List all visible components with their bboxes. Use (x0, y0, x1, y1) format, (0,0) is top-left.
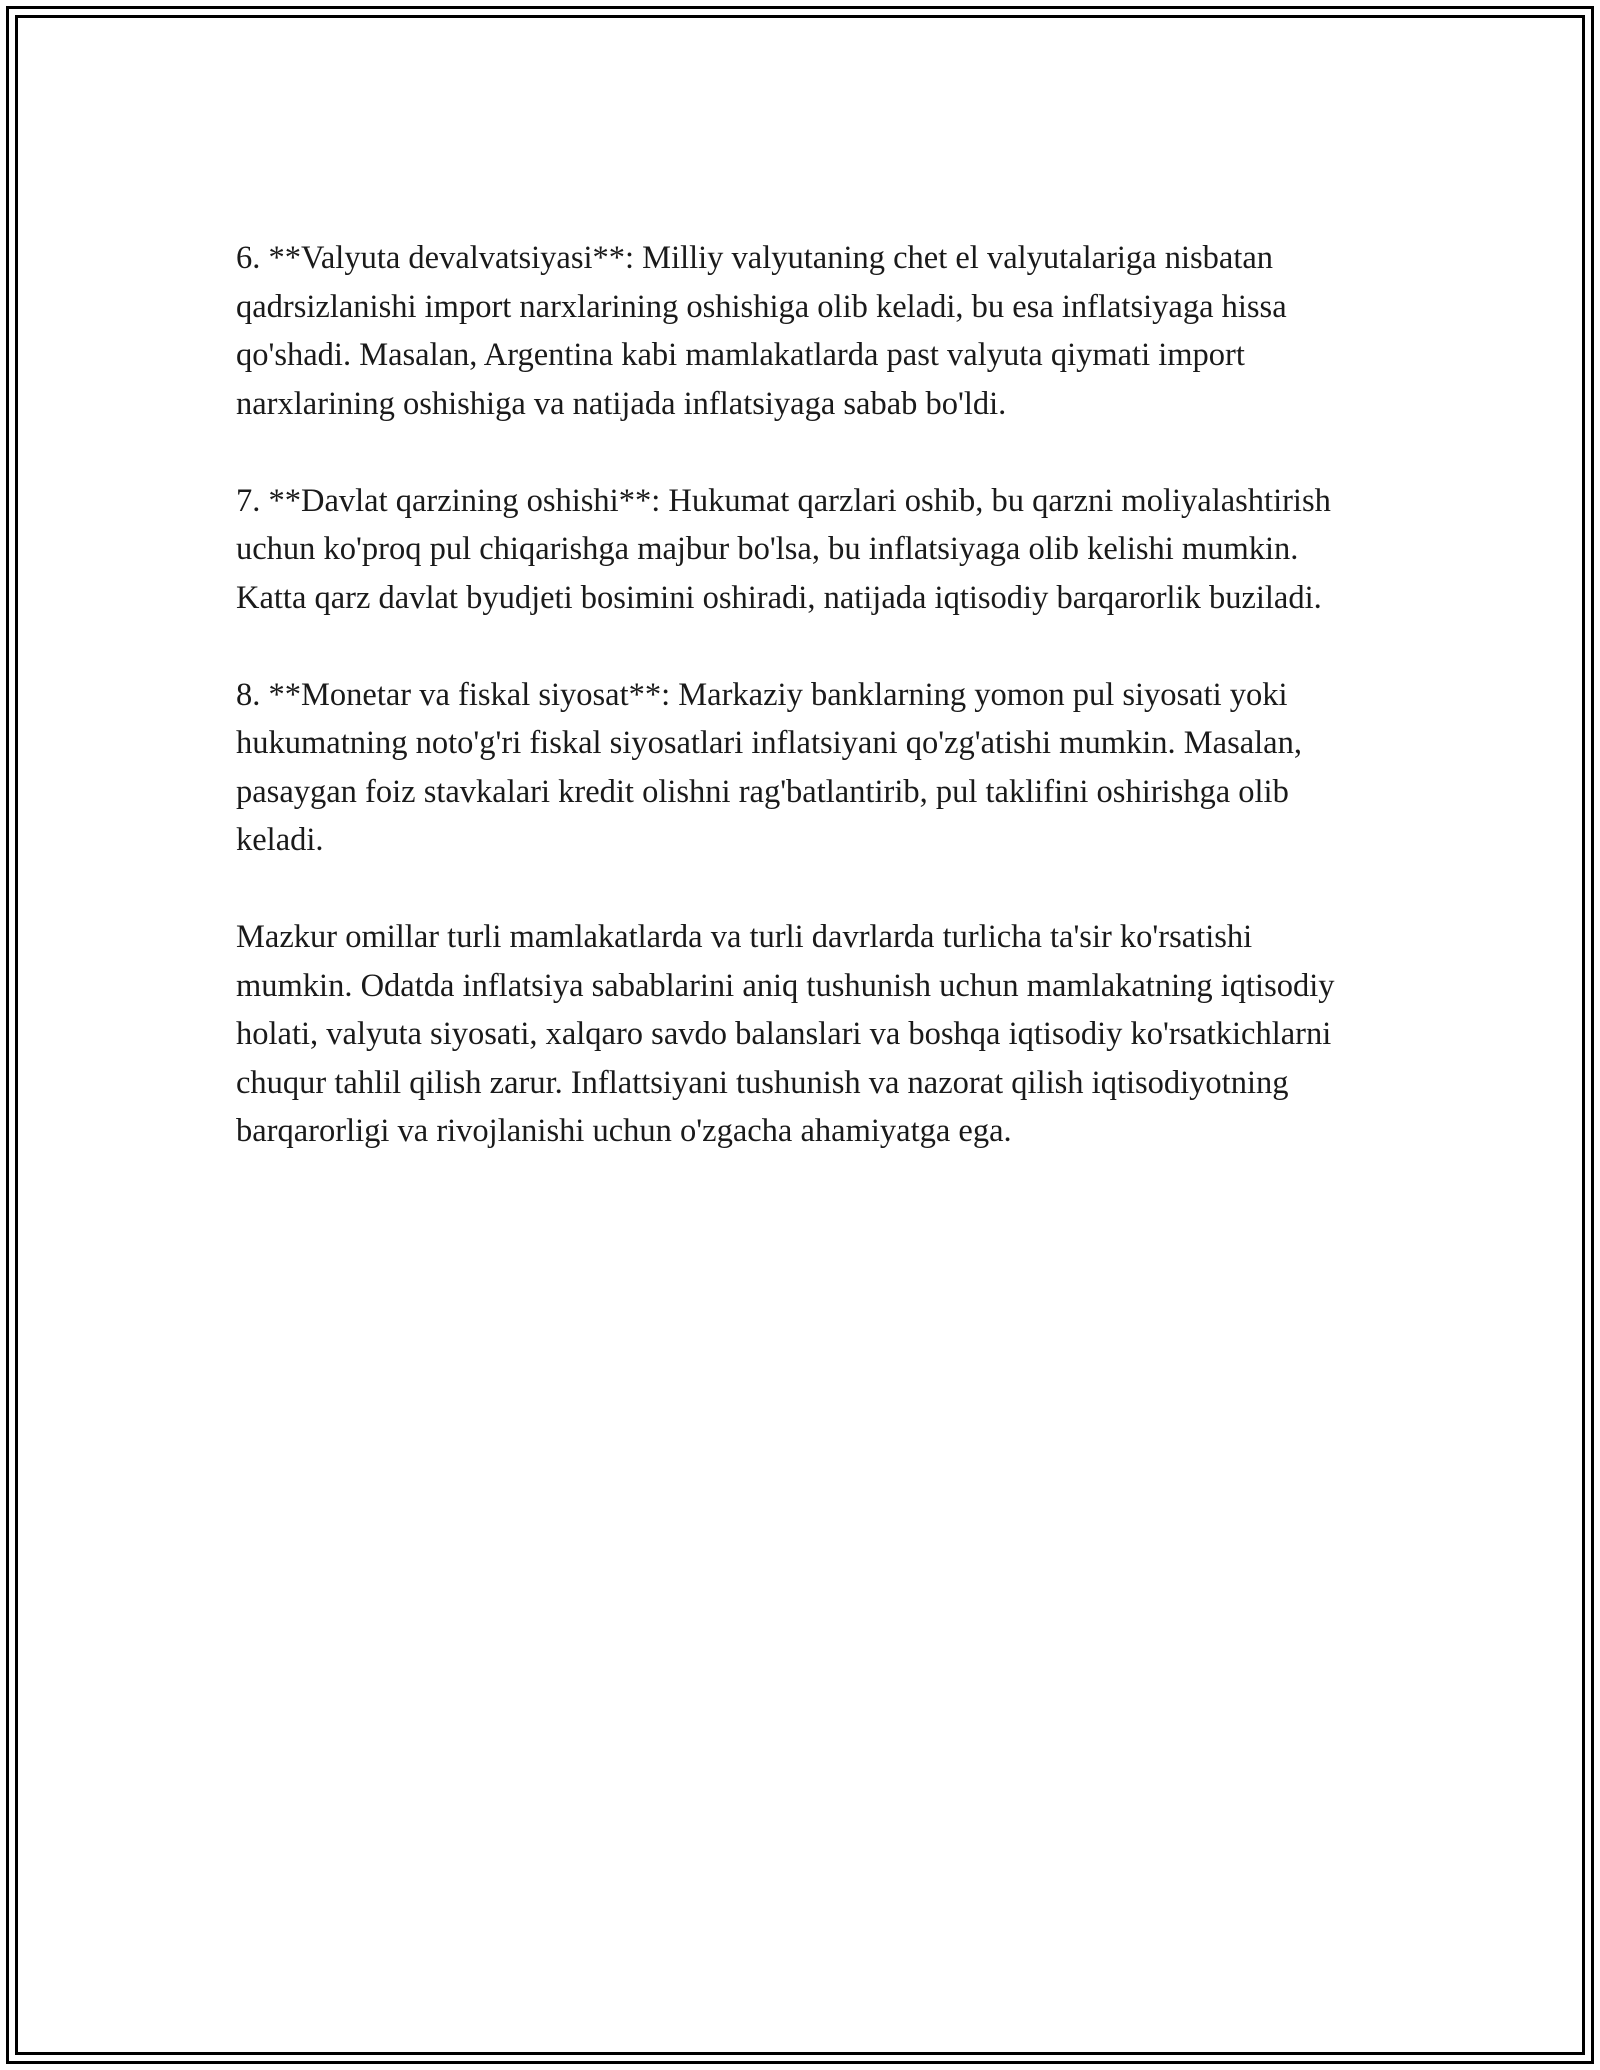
paragraph-conclusion: Mazkur omillar turli mamlakatlarda va turli davrlarda turlicha ta'sir ko'rsatishi mumkin. Odatda inflatsiya sabablarini aniq tushunish uchun mamlakatning iqtisodiy holati, valyuta siyosati, xalqaro savdo balanslari va boshqa iqtisodiy ko'rsatkichlarni chuqur tahlil qilish zarur. Inflattsiyani tushunish va nazorat qilish iqtisodiyotning barqarorligi va rivojlanishi uchun o'zgacha ahamiyatga ega. (236, 919, 1335, 1149)
paragraph-monetary-fiscal-policy: 8. **Monetar va fiskal siyosat**: Markaziy banklarning yomon pul siyosati yoki hukumatning noto'g'ri fiskal siyosatlari inflatsiyani qo'zg'atishi mumkin. Masalan, pasaygan foiz stavkalari kredit olishni rag'batlantirib, pul taklifini oshirishga olib keladi. (236, 676, 1302, 858)
document-body (236, 234, 1376, 1204)
paragraph-government-debt: 7. **Davlat qarzining oshishi**: Hukumat qarzlari oshib, bu qarzni moliyalashtirish uchun ko'proq pul chiqarishga majbur bo'lsa, bu inflatsiyaga olib kelishi mumkin. Katta qarz davlat byudjeti bosimini oshiradi, natijada iqtisodiy barqarorlik buziladi. (236, 482, 1331, 616)
paragraph-currency-devaluation: 6. **Valyuta devalvatsiyasi**: Milliy valyutaning chet el valyutalariga nisbatan qadrsizlanishi import narxlarining oshishiga olib keladi, bu esa inflatsiyaga hissa qo'shadi. Masalan, Argentina kabi mamlakatlarda past valyuta qiymati import narxlarining oshishiga va natijada inflatsiyaga sabab bo'ldi. (236, 240, 1287, 422)
